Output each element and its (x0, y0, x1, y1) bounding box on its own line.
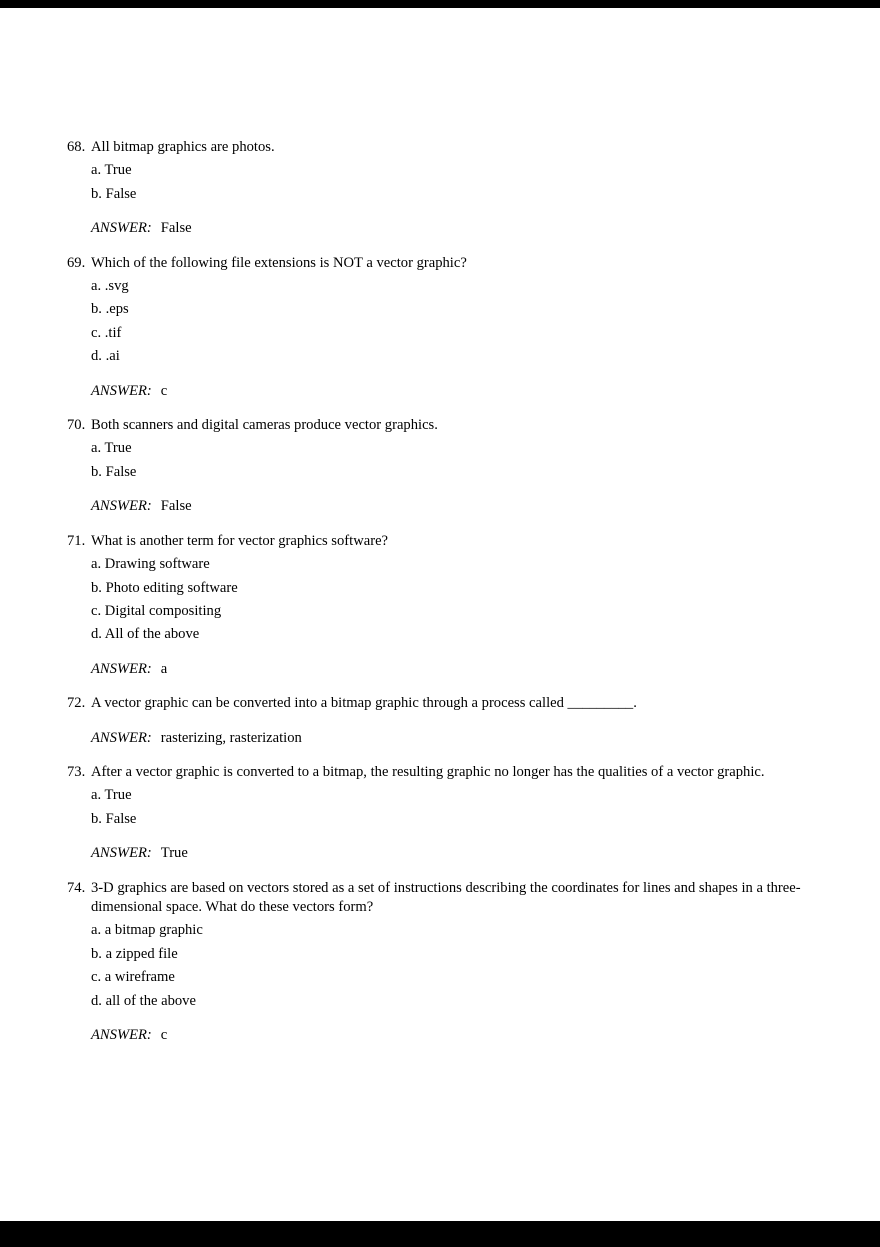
answer-label: ANSWER: (91, 729, 152, 746)
question-line (67, 879, 818, 918)
answer-label: ANSWER: (91, 382, 152, 399)
option-item: b. a zipped file (91, 945, 178, 962)
option-item: a. True (91, 162, 132, 179)
answer-label: ANSWER: (91, 220, 152, 237)
options-list (67, 277, 818, 367)
answer-line (67, 729, 818, 748)
question-line (67, 254, 818, 273)
question-line (67, 138, 818, 157)
question-block (67, 254, 818, 401)
answer-value: a (160, 660, 168, 677)
question-number: 72. (67, 695, 86, 712)
answer-line (67, 844, 818, 863)
question-text: All bitmap graphics are photos. (91, 139, 275, 155)
question-text: Which of the following file extensions is NOT a vector graphic? (91, 254, 467, 271)
questions-container (67, 138, 818, 1045)
top-black-bar (0, 0, 880, 8)
answer-value: c (160, 1027, 168, 1043)
option-item: b. False (91, 810, 137, 827)
option-item: d. .ai (91, 348, 120, 365)
document-page (0, 8, 880, 1221)
option-item: d. All of the above (91, 626, 200, 643)
option-item: a. Drawing software (91, 556, 210, 573)
option-item: d. all of the above (91, 992, 196, 1009)
options-list (67, 555, 818, 645)
question-text: After a vector graphic is converted to a bitmap, the resulting graphic no longer has the qualities of a vector graphic. (91, 763, 765, 780)
question-line (67, 532, 818, 551)
option-item: b. .eps (91, 301, 129, 318)
question-block (67, 532, 818, 679)
question-block (67, 416, 818, 517)
question-text: 3-D graphics are based on vectors stored as a set of instructions describing the coordinates for lines and shapes in a three-dimensional space. What do these vectors form? (91, 879, 801, 915)
answer-line (67, 382, 818, 401)
option-item: c. .tif (91, 324, 122, 341)
option-item: a. a bitmap graphic (91, 922, 203, 939)
answer-label: ANSWER: (91, 845, 152, 862)
answer-label: ANSWER: (91, 660, 152, 677)
option-item: a. .svg (91, 278, 129, 295)
answer-value: False (160, 220, 192, 237)
option-item: b. False (91, 463, 137, 480)
question-number: 71. (67, 532, 86, 549)
question-number: 68. (67, 139, 86, 155)
question-number: 74. (67, 879, 86, 896)
options-list (67, 921, 818, 1011)
question-line (67, 763, 818, 782)
question-line (67, 694, 818, 713)
answer-label: ANSWER: (91, 498, 152, 515)
question-text: Both scanners and digital cameras produce vector graphics. (91, 417, 438, 434)
question-line (67, 416, 818, 435)
question-block (67, 879, 818, 1046)
options-list (67, 439, 818, 482)
answer-line (67, 660, 818, 679)
question-number: 69. (67, 254, 86, 271)
bottom-black-bar (0, 1221, 880, 1247)
option-item: c. Digital compositing (91, 602, 222, 619)
option-item: a. True (91, 440, 132, 457)
question-block (67, 138, 818, 239)
answer-value: True (160, 845, 188, 862)
question-block (67, 763, 818, 864)
options-list (67, 786, 818, 829)
question-number: 70. (67, 417, 86, 434)
option-item: c. a wireframe (91, 969, 175, 986)
option-item: b. Photo editing software (91, 579, 238, 596)
option-item: b. False (91, 185, 137, 202)
question-number: 73. (67, 763, 86, 780)
question-text: What is another term for vector graphics software? (91, 532, 389, 549)
answer-line (67, 497, 818, 516)
option-item: a. True (91, 787, 132, 804)
answer-line (67, 1026, 818, 1045)
answer-value: rasterizing, rasterization (160, 729, 302, 746)
question-text: A vector graphic can be converted into a bitmap graphic through a process called _________. (91, 695, 637, 712)
answer-value: False (160, 498, 192, 515)
answer-label: ANSWER: (91, 1027, 152, 1043)
answer-value: c (160, 382, 168, 399)
answer-line (67, 219, 818, 238)
options-list (67, 161, 818, 204)
question-block (67, 694, 818, 748)
